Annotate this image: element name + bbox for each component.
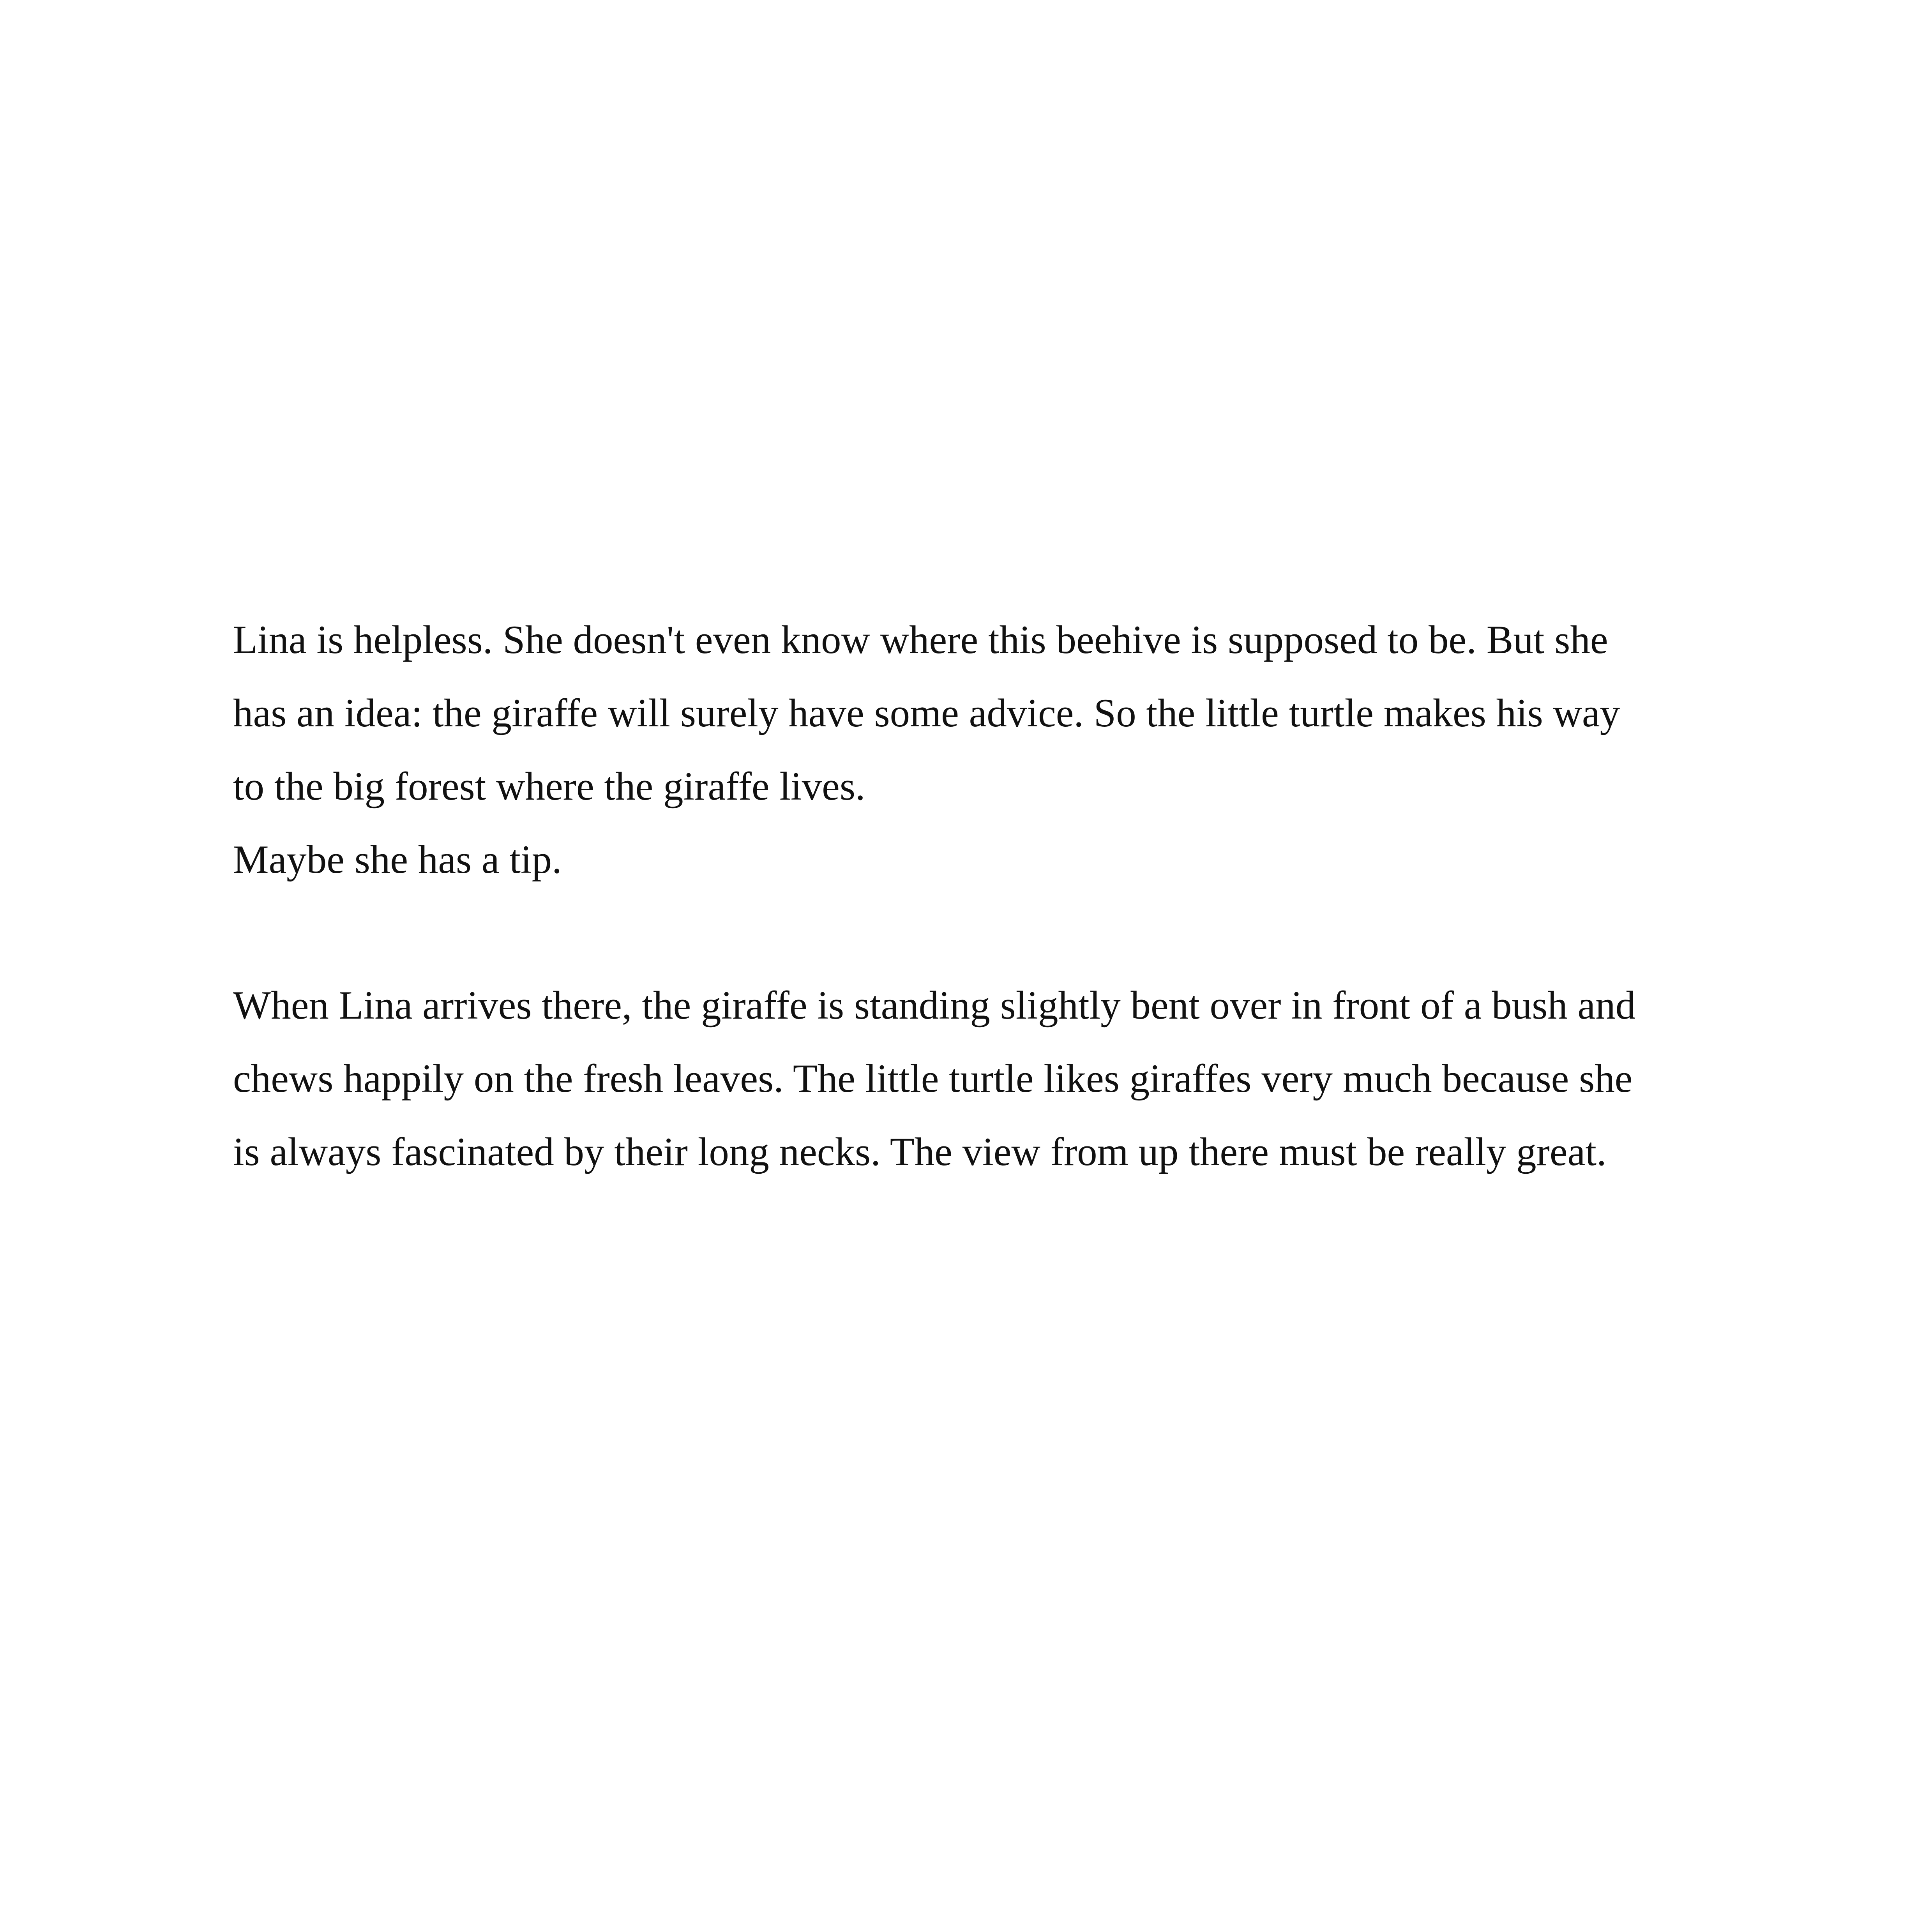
paragraph-line: to the big forest where the giraffe lives. <box>233 764 865 809</box>
paragraph-line: is always fascinated by their long necks. The view from up there must be really great. <box>233 1130 1607 1174</box>
paragraph-line: When Lina arrives there, the giraffe is standing slightly bent over in front of a bush and <box>233 983 1636 1028</box>
paragraph-line: chews happily on the fresh leaves. The little turtle likes giraffes very much because she <box>233 1056 1633 1101</box>
paragraph-line: has an idea: the giraffe will surely have some advice. So the little turtle makes his way <box>233 691 1620 735</box>
paragraph-line: Maybe she has a tip. <box>233 837 562 882</box>
paragraph-line: Lina is helpless. She doesn't even know where this beehive is supposed to be. But she <box>233 618 1608 662</box>
story-paragraph-2 <box>233 969 1737 1189</box>
story-paragraph-1 <box>233 603 1737 896</box>
